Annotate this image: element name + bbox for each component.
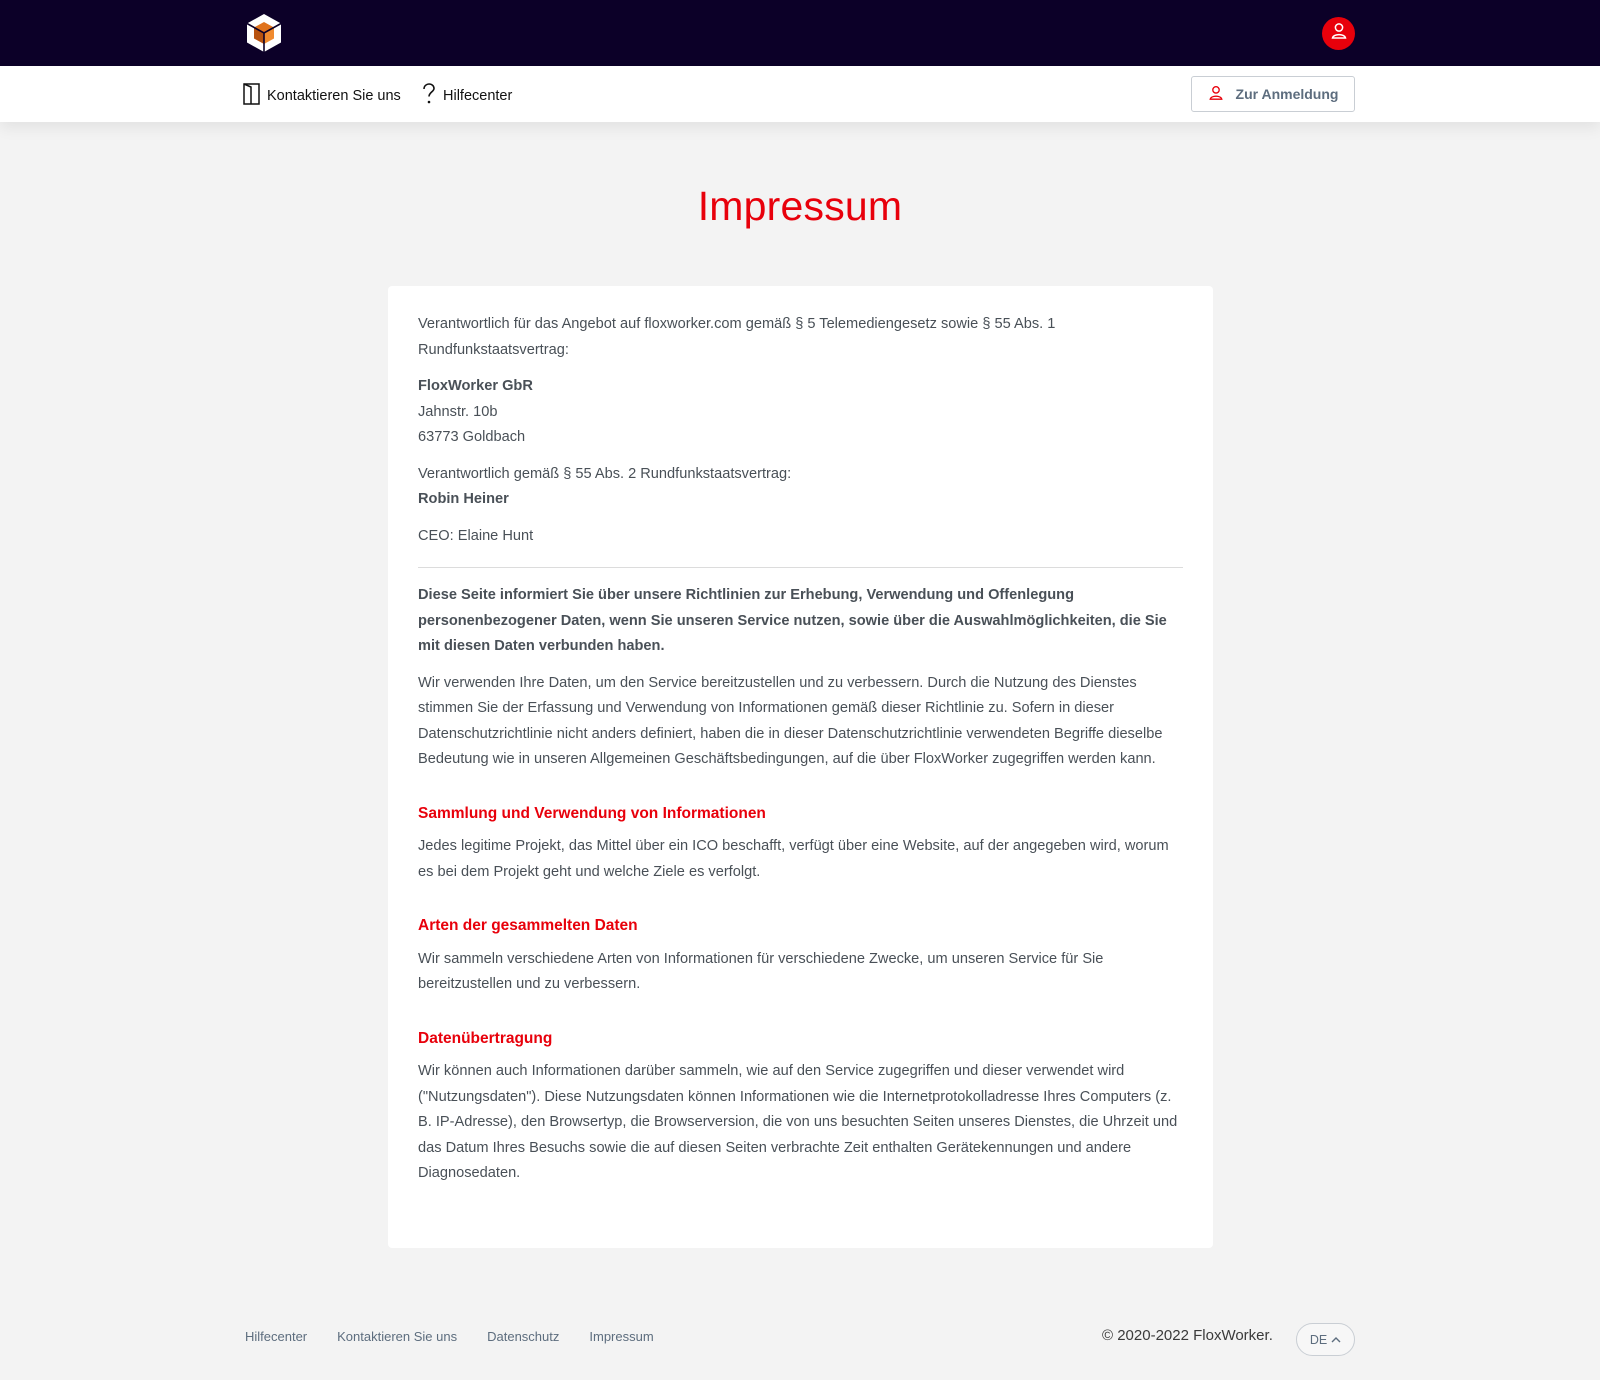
- nav-contact-link[interactable]: [243, 83, 401, 109]
- nav-help-link[interactable]: [422, 83, 512, 109]
- imprint-card: [388, 286, 1213, 1248]
- chevron-up-icon: [1327, 1333, 1341, 1347]
- section-text: Wir sammeln verschiedene Arten von Informationen für verschiedene Zwecke, um unseren Service für Sie bereitzustellen und zu verbessern.: [418, 950, 1104, 992]
- user-menu-button[interactable]: [1322, 17, 1355, 50]
- login-label: Zur Anmeldung: [1235, 86, 1339, 102]
- nav-help-label: Hilfecenter: [443, 88, 513, 104]
- login-button[interactable]: [1191, 76, 1355, 112]
- section-title: Sammlung und Verwendung von Informationen: [418, 804, 766, 822]
- company-address: [418, 374, 1183, 451]
- responsible-block: [418, 462, 1183, 513]
- footer-links: [245, 1329, 684, 1344]
- divider: [418, 567, 1183, 568]
- nav-contact-label: Kontaktieren Sie uns: [267, 88, 401, 104]
- responsible-label: Verantwortlich gemäß § 55 Abs. 2 Rundfunkstaatsvertrag:: [418, 465, 792, 482]
- section-text: Wir können auch Informationen darüber sammeln, wie auf den Service zugegriffen und dieser verwendet wird ("Nutzungsdaten"). Diese Nutzungsdaten können Informationen wie die Internetprotokolladresse Ihres Computers (z. B. IP-Adresse), den Browsertyp, die Browserversion, die von uns besuchten Seiten unseres Dienstes, die Uhrzeit und das Datum Ihres Besuchs sowie die auf diesen Seiten verbrachte Zeit enthalten Gerätekennungen und andere Diagnosedaten.: [418, 1063, 1178, 1181]
- company-city: 63773 Goldbach: [418, 429, 526, 445]
- company-name: FloxWorker GbR: [418, 378, 533, 394]
- secondary-nav: [0, 66, 1600, 122]
- language-label: DE: [1309, 1332, 1328, 1347]
- language-selector[interactable]: [1296, 1323, 1355, 1356]
- user-icon: [1208, 85, 1236, 104]
- policy-text: Wir verwenden Ihre Daten, um den Service bereitzustellen und zu verbessern. Durch die Nutzung des Dienstes stimmen Sie der Erfassung und Verwendung von Informationen gemäß dieser Richtlinie zu. Sofern in dieser Datenschutzrichtlinie nicht anders definiert, haben die in dieser Datenschutzrichtlinie verwendeten Begriffe dieselbe Bedeutung wie in unseren Allgemeinen Geschäftsbedingungen, auf die über FloxWorker zugegriffen werden kann.: [418, 674, 1163, 767]
- section-title: Arten der gesammelten Daten: [418, 917, 638, 934]
- intro-text: Verantwortlich für das Angebot auf floxworker.com gemäß § 5 Telemediengesetz sowie § 55 Abs. 1 Rundfunkstaatsvertrag:: [418, 316, 1056, 358]
- company-street: Jahnstr. 10b: [418, 403, 498, 420]
- section-title: Datenübertragung: [418, 1029, 553, 1047]
- footer-link-help[interactable]: Hilfecenter: [245, 1329, 308, 1344]
- door-icon: [243, 83, 267, 109]
- question-icon: [422, 83, 443, 109]
- section-text: Jedes legitime Projekt, das Mittel über ein ICO beschafft, verfügt über eine Website, auf der angegeben wird, worum es bei dem Projekt geht und welche Ziele es verfolgt.: [418, 838, 1169, 880]
- copyright: © 2020-2022 FloxWorker.: [1102, 1327, 1273, 1344]
- footer-link-imprint[interactable]: Impressum: [589, 1329, 654, 1344]
- ceo-text: CEO: Elaine Hunt: [418, 527, 534, 544]
- footer-link-contact[interactable]: Kontaktieren Sie uns: [337, 1329, 458, 1344]
- cube-logo-icon[interactable]: [243, 12, 285, 54]
- user-icon: [1330, 22, 1348, 45]
- footer-link-privacy[interactable]: Datenschutz: [487, 1329, 560, 1344]
- policy-intro: Diese Seite informiert Sie über unsere Richtlinien zur Erhebung, Verwendung und Offenlegung personenbezogener Daten, wenn Sie unseren Service nutzen, sowie über die Auswahlmöglichkeiten, die Sie mit diesen Daten verbunden haben.: [418, 587, 1167, 654]
- responsible-name: Robin Heiner: [418, 491, 509, 507]
- top-bar: [0, 0, 1600, 66]
- page-title: Impressum: [697, 183, 903, 229]
